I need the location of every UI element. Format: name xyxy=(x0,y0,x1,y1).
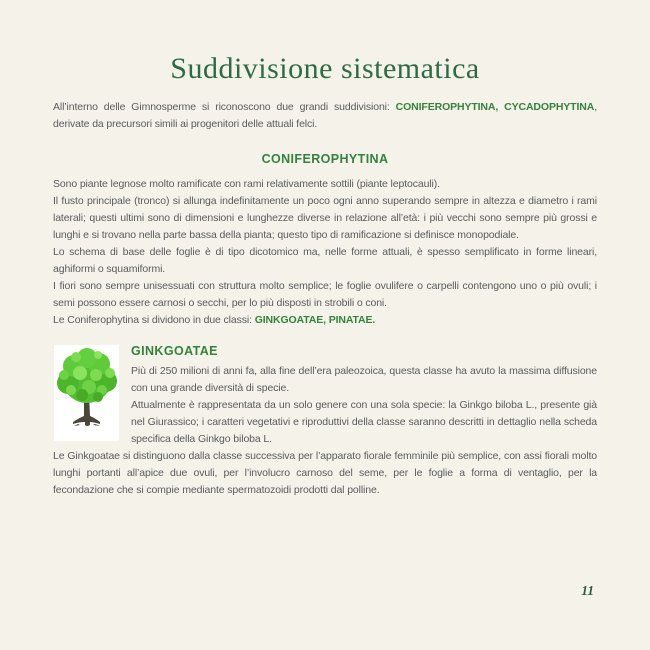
coniferophytina-body xyxy=(53,176,597,329)
paragraph: Sono piante legnose molto ramificate con rami relativamente sottili (piante leptocauli). xyxy=(53,178,440,190)
ginkgoatae-section xyxy=(53,344,597,499)
term-separator: , xyxy=(495,101,505,113)
term-classes: GINKGOATAE, PINATAE. xyxy=(254,314,376,326)
page-number: 11 xyxy=(581,583,594,598)
intro-text: All’interno delle Gimnosperme si riconoscono due grandi suddivisioni: xyxy=(53,101,396,113)
term-cycadophytina: CYCADOPHYTINA xyxy=(504,101,595,113)
ginkgo-tree-illustration xyxy=(54,345,119,441)
paragraph: Lo schema di base delle foglie è di tipo dicotomico ma, nelle forme attuali, è spesso semplificato in forme lineari, aghiformi o squamiformi. xyxy=(53,246,597,275)
classes-text: Le Coniferophytina si dividono in due classi: xyxy=(53,314,255,326)
paragraph: Attualmente è rappresentata da un solo genere con una sola specie: la Ginkgo biloba L., presente già nel Giurassico; i caratteri vegetativi e riproduttivi della classe saranno descritti in dettaglio nella scheda specifica della Ginkgo biloba L. xyxy=(131,399,597,445)
intro-text-end: , derivate da precursori simili ai progenitori delle attuali felci. xyxy=(53,101,597,130)
paragraph: Più di 250 milioni di anni fa, alla fine dell’era paleozoica, questa classe ha avuto la massima diffusione con una grande diversità di specie. xyxy=(131,365,597,394)
coniferophytina-heading: CONIFEROPHYTINA xyxy=(261,152,389,166)
intro-paragraph xyxy=(53,99,597,133)
classes-line xyxy=(53,312,597,329)
ginkgo-tree-image xyxy=(54,345,119,441)
paragraph: Il fusto principale (tronco) si allunga indefinitamente un poco ogni anno superando sempre in altezza e diametro i rami laterali; questi ultimi sono di dimensioni e lunghezze diverse in relazione all’età: i più vecchi sono sempre più grossi e lunghi e si trovano nella parte bassa della pianta; questo tipo di ramificazione si definisce monopodiale. xyxy=(53,195,597,241)
ginkgoatae-heading: GINKGOATAE xyxy=(131,344,218,358)
page-title: Suddivisione sistematica xyxy=(170,52,480,85)
paragraph: I fiori sono sempre unisessuati con struttura molto semplice; le foglie ovulifere o carpelli contengono uno o più ovuli; i semi possono essere carnosi o secchi, per lo più disposti in strobili o coni. xyxy=(53,280,597,309)
term-coniferophytina: CONIFEROPHYTINA xyxy=(395,101,496,113)
paragraph: Le Ginkgoatae si distinguono dalla classe successiva per l’apparato fiorale femminile più semplice, con assi fiorali molto lunghi portanti all’apice due ovuli, per l’involucro carnoso del seme, per le foglie a forma di ventaglio, per la fecondazione che si compie mediante spermatozoidi prodotti dal polline. xyxy=(53,450,597,496)
